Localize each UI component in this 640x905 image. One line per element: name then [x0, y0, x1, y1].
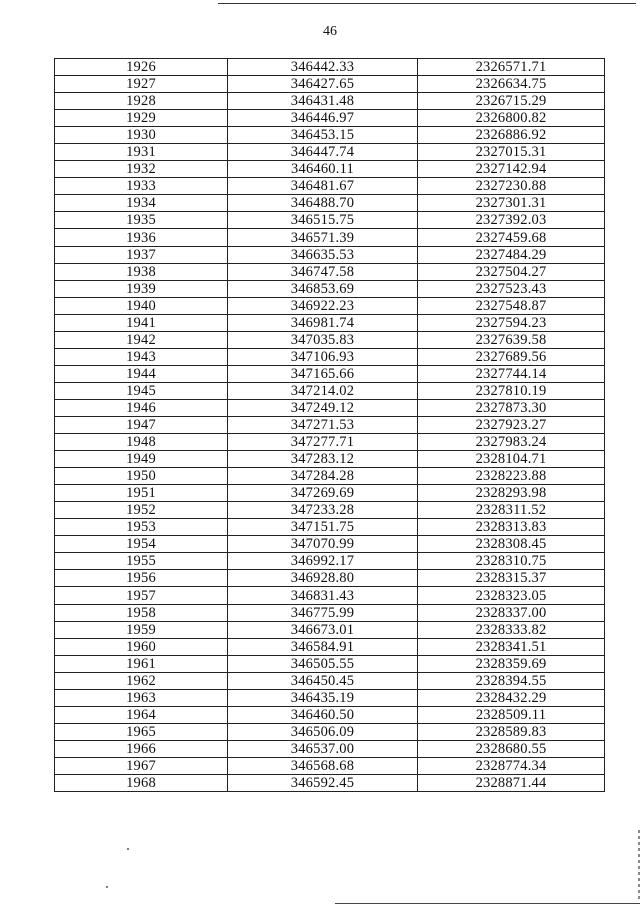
year-cell: 1945	[55, 382, 228, 399]
x-coordinate-cell: 347249.12	[228, 399, 418, 416]
x-coordinate-cell: 347269.69	[228, 485, 418, 502]
table-row	[55, 212, 605, 229]
table-row	[55, 59, 605, 76]
year-cell: 1941	[55, 314, 228, 331]
y-coordinate-cell: 2327923.27	[418, 416, 605, 433]
y-coordinate-cell: 2327548.87	[418, 297, 605, 314]
y-coordinate-cell: 2328323.05	[418, 587, 605, 604]
y-coordinate-cell: 2327689.56	[418, 348, 605, 365]
y-coordinate-cell: 2328337.00	[418, 604, 605, 621]
y-coordinate-cell: 2327983.24	[418, 434, 605, 451]
top-rule	[218, 3, 636, 4]
x-coordinate-cell: 347165.66	[228, 365, 418, 382]
x-coordinate-cell: 346831.43	[228, 587, 418, 604]
x-coordinate-cell: 347277.71	[228, 434, 418, 451]
table-row	[55, 672, 605, 689]
table-row	[55, 774, 605, 791]
y-coordinate-cell: 2327230.88	[418, 178, 605, 195]
x-coordinate-cell: 346453.15	[228, 127, 418, 144]
y-coordinate-cell: 2327484.29	[418, 246, 605, 263]
year-cell: 1931	[55, 144, 228, 161]
table-row	[55, 280, 605, 297]
table-row	[55, 655, 605, 672]
table-row	[55, 638, 605, 655]
scan-speck	[106, 886, 108, 888]
year-cell: 1929	[55, 110, 228, 127]
year-cell: 1932	[55, 161, 228, 178]
year-cell: 1948	[55, 434, 228, 451]
year-cell: 1955	[55, 553, 228, 570]
table-row	[55, 485, 605, 502]
table-row	[55, 587, 605, 604]
x-coordinate-cell: 346853.69	[228, 280, 418, 297]
table-row	[55, 740, 605, 757]
x-coordinate-cell: 346568.68	[228, 757, 418, 774]
table-row	[55, 706, 605, 723]
x-coordinate-cell: 346460.50	[228, 706, 418, 723]
table-row	[55, 178, 605, 195]
x-coordinate-cell: 346515.75	[228, 212, 418, 229]
y-coordinate-cell: 2327142.94	[418, 161, 605, 178]
table-row	[55, 519, 605, 536]
x-coordinate-cell: 347283.12	[228, 451, 418, 468]
y-coordinate-cell: 2326886.92	[418, 127, 605, 144]
x-coordinate-cell: 346435.19	[228, 689, 418, 706]
year-cell: 1939	[55, 280, 228, 297]
year-cell: 1928	[55, 93, 228, 110]
table-row	[55, 468, 605, 485]
y-coordinate-cell: 2327459.68	[418, 229, 605, 246]
x-coordinate-cell: 346635.53	[228, 246, 418, 263]
x-coordinate-cell: 346431.48	[228, 93, 418, 110]
year-cell: 1933	[55, 178, 228, 195]
y-coordinate-cell: 2327639.58	[418, 331, 605, 348]
year-cell: 1942	[55, 331, 228, 348]
y-coordinate-cell: 2327015.31	[418, 144, 605, 161]
x-coordinate-cell: 346922.23	[228, 297, 418, 314]
year-cell: 1950	[55, 468, 228, 485]
y-coordinate-cell: 2327810.19	[418, 382, 605, 399]
y-coordinate-cell: 2328341.51	[418, 638, 605, 655]
year-cell: 1956	[55, 570, 228, 587]
y-coordinate-cell: 2327523.43	[418, 280, 605, 297]
table-row	[55, 246, 605, 263]
year-cell: 1952	[55, 502, 228, 519]
year-cell: 1944	[55, 365, 228, 382]
year-cell: 1959	[55, 621, 228, 638]
x-coordinate-cell: 346992.17	[228, 553, 418, 570]
y-coordinate-cell: 2326634.75	[418, 76, 605, 93]
year-cell: 1940	[55, 297, 228, 314]
table-row	[55, 382, 605, 399]
table-row	[55, 93, 605, 110]
x-coordinate-cell: 346488.70	[228, 195, 418, 212]
table-row	[55, 604, 605, 621]
year-cell: 1951	[55, 485, 228, 502]
y-coordinate-cell: 2328359.69	[418, 655, 605, 672]
table-row	[55, 434, 605, 451]
y-coordinate-cell: 2328871.44	[418, 774, 605, 791]
year-cell: 1927	[55, 76, 228, 93]
y-coordinate-cell: 2328333.82	[418, 621, 605, 638]
y-coordinate-cell: 2328223.88	[418, 468, 605, 485]
table-row	[55, 297, 605, 314]
y-coordinate-cell: 2328104.71	[418, 451, 605, 468]
year-cell: 1935	[55, 212, 228, 229]
x-coordinate-cell: 346460.11	[228, 161, 418, 178]
y-coordinate-cell: 2328308.45	[418, 536, 605, 553]
x-coordinate-cell: 346928.80	[228, 570, 418, 587]
y-coordinate-cell: 2328310.75	[418, 553, 605, 570]
table-row	[55, 195, 605, 212]
table-row	[55, 127, 605, 144]
y-coordinate-cell: 2327504.27	[418, 263, 605, 280]
y-coordinate-cell: 2327301.31	[418, 195, 605, 212]
x-coordinate-cell: 346450.45	[228, 672, 418, 689]
x-coordinate-cell: 346592.45	[228, 774, 418, 791]
table-row	[55, 553, 605, 570]
y-coordinate-cell: 2326571.71	[418, 59, 605, 76]
x-coordinate-cell: 347035.83	[228, 331, 418, 348]
y-coordinate-cell: 2327873.30	[418, 399, 605, 416]
year-cell: 1949	[55, 451, 228, 468]
table-row	[55, 757, 605, 774]
year-cell: 1947	[55, 416, 228, 433]
y-coordinate-cell: 2328509.11	[418, 706, 605, 723]
year-cell: 1936	[55, 229, 228, 246]
year-cell: 1953	[55, 519, 228, 536]
table-row	[55, 314, 605, 331]
table-row	[55, 621, 605, 638]
coordinates-table	[54, 58, 605, 792]
y-coordinate-cell: 2327594.23	[418, 314, 605, 331]
x-coordinate-cell: 347233.28	[228, 502, 418, 519]
y-coordinate-cell: 2326715.29	[418, 93, 605, 110]
year-cell: 1946	[55, 399, 228, 416]
table-row	[55, 365, 605, 382]
table-row	[55, 570, 605, 587]
year-cell: 1954	[55, 536, 228, 553]
y-coordinate-cell: 2328432.29	[418, 689, 605, 706]
year-cell: 1967	[55, 757, 228, 774]
x-coordinate-cell: 346981.74	[228, 314, 418, 331]
page-number: 46	[323, 24, 337, 39]
x-coordinate-cell: 346673.01	[228, 621, 418, 638]
year-cell: 1934	[55, 195, 228, 212]
y-coordinate-cell: 2328293.98	[418, 485, 605, 502]
x-coordinate-cell: 346537.00	[228, 740, 418, 757]
x-coordinate-cell: 347151.75	[228, 519, 418, 536]
year-cell: 1961	[55, 655, 228, 672]
year-cell: 1930	[55, 127, 228, 144]
y-coordinate-cell: 2328394.55	[418, 672, 605, 689]
year-cell: 1966	[55, 740, 228, 757]
year-cell: 1957	[55, 587, 228, 604]
y-coordinate-cell: 2328680.55	[418, 740, 605, 757]
year-cell: 1968	[55, 774, 228, 791]
y-coordinate-cell: 2327392.03	[418, 212, 605, 229]
table-row	[55, 348, 605, 365]
y-coordinate-cell: 2328589.83	[418, 723, 605, 740]
table-row	[55, 502, 605, 519]
y-coordinate-cell: 2327744.14	[418, 365, 605, 382]
year-cell: 1963	[55, 689, 228, 706]
bottom-rule	[335, 903, 640, 904]
year-cell: 1937	[55, 246, 228, 263]
table-row	[55, 416, 605, 433]
year-cell: 1958	[55, 604, 228, 621]
x-coordinate-cell: 346747.58	[228, 263, 418, 280]
x-coordinate-cell: 347284.28	[228, 468, 418, 485]
x-coordinate-cell: 347271.53	[228, 416, 418, 433]
x-coordinate-cell: 346442.33	[228, 59, 418, 76]
scan-speck	[127, 848, 129, 850]
x-coordinate-cell: 346584.91	[228, 638, 418, 655]
table-row	[55, 536, 605, 553]
coordinates-table-body	[55, 59, 605, 792]
x-coordinate-cell: 346481.67	[228, 178, 418, 195]
year-cell: 1964	[55, 706, 228, 723]
x-coordinate-cell: 347070.99	[228, 536, 418, 553]
table-row	[55, 263, 605, 280]
table-row	[55, 144, 605, 161]
table-row	[55, 689, 605, 706]
y-coordinate-cell: 2326800.82	[418, 110, 605, 127]
table-row	[55, 229, 605, 246]
year-cell: 1938	[55, 263, 228, 280]
x-coordinate-cell: 346447.74	[228, 144, 418, 161]
table-row	[55, 723, 605, 740]
x-coordinate-cell: 346506.09	[228, 723, 418, 740]
table-row	[55, 161, 605, 178]
x-coordinate-cell: 347214.02	[228, 382, 418, 399]
x-coordinate-cell: 346775.99	[228, 604, 418, 621]
y-coordinate-cell: 2328315.37	[418, 570, 605, 587]
x-coordinate-cell: 346446.97	[228, 110, 418, 127]
x-coordinate-cell: 346505.55	[228, 655, 418, 672]
year-cell: 1943	[55, 348, 228, 365]
table-row	[55, 331, 605, 348]
x-coordinate-cell: 346427.65	[228, 76, 418, 93]
y-coordinate-cell: 2328774.34	[418, 757, 605, 774]
year-cell: 1926	[55, 59, 228, 76]
table-row	[55, 451, 605, 468]
x-coordinate-cell: 347106.93	[228, 348, 418, 365]
y-coordinate-cell: 2328311.52	[418, 502, 605, 519]
x-coordinate-cell: 346571.39	[228, 229, 418, 246]
table-row	[55, 76, 605, 93]
table-row	[55, 399, 605, 416]
year-cell: 1962	[55, 672, 228, 689]
year-cell: 1965	[55, 723, 228, 740]
y-coordinate-cell: 2328313.83	[418, 519, 605, 536]
table-row	[55, 110, 605, 127]
year-cell: 1960	[55, 638, 228, 655]
